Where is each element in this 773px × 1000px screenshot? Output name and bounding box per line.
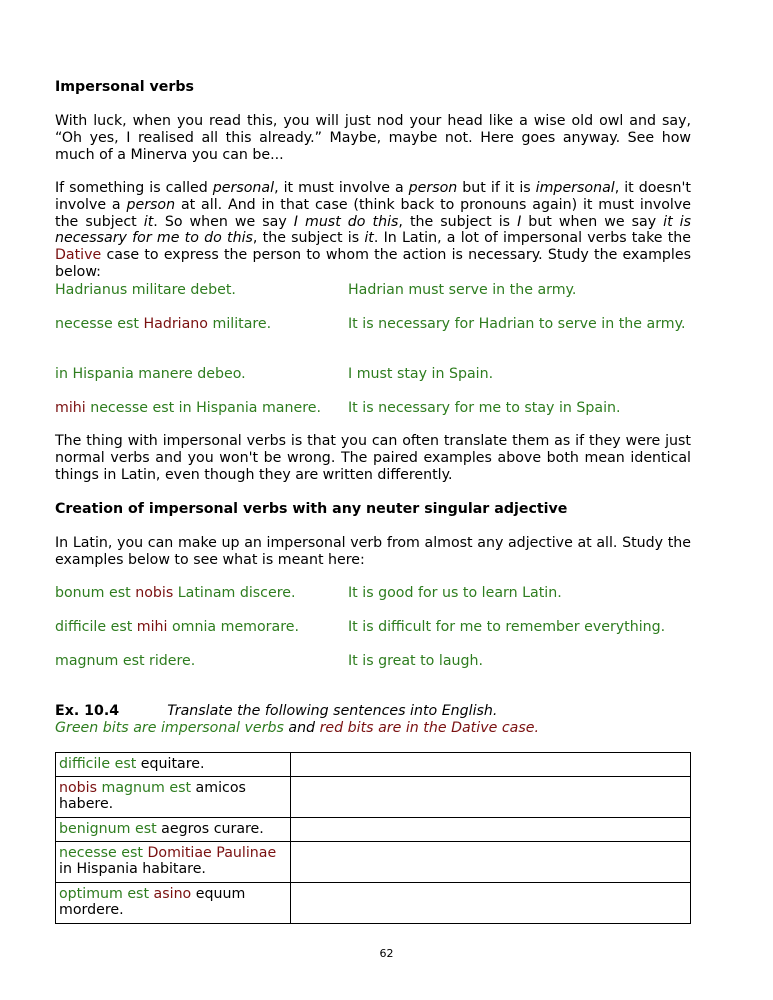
example-row: [55, 618, 691, 636]
latin-example: necesse est Hadriano militare.: [55, 316, 272, 332]
latin-sentence-cell: nobis magnum est amicos habere.: [56, 777, 291, 818]
english-translation: It is necessary for Hadrian to serve in the army.: [348, 316, 686, 332]
exercise-header: [55, 703, 691, 720]
table-row: [56, 818, 691, 842]
exercise-label: Ex. 10.4: [55, 703, 120, 719]
latin-example: mihi necesse est in Hispania manere.: [55, 400, 321, 416]
answer-cell[interactable]: [291, 753, 691, 777]
table-row: [56, 883, 691, 924]
english-translation: It is great to laugh.: [348, 653, 484, 669]
english-translation: It is difficult for me to remember everything.: [348, 619, 666, 635]
example-row: [55, 399, 691, 417]
exercise-instruction: Translate the following sentences into English.: [167, 703, 498, 719]
exercise-table: [55, 752, 691, 924]
table-row: [56, 753, 691, 777]
exercise-legend: Green bits are impersonal verbs and red bits are in the Dative case.: [55, 720, 539, 736]
example-row: [55, 652, 691, 670]
latin-example: magnum est ridere.: [55, 653, 196, 669]
latin-example: Hadrianus militare debet.: [55, 282, 236, 298]
dative-word: Dative: [55, 247, 102, 264]
table-row: [56, 842, 691, 883]
latin-sentence-cell: benignum est aegros curare.: [56, 818, 291, 842]
paragraph-4: In Latin, you can make up an impersonal verb from almost any adjective at all. Study the examples below to see what is meant here:: [55, 535, 691, 568]
latin-sentence-cell: optimum est asino equum mordere.: [56, 883, 291, 924]
answer-cell[interactable]: [291, 883, 691, 924]
heading-impersonal-verbs: Impersonal verbs: [55, 79, 194, 95]
latin-sentence-cell: difficile est equitare.: [56, 753, 291, 777]
english-translation: Hadrian must serve in the army.: [348, 282, 577, 298]
intro-paragraph-1: With luck, when you read this, you will just nod your head like a wise old owl and say, “Oh yes, I realised all this already.” Maybe, maybe not. Here goes anyway. See how much of a Minerva you can be...: [55, 113, 691, 163]
latin-sentence-cell: necesse est Domitiae Paulinae in Hispania habitare.: [56, 842, 291, 883]
english-translation: I must stay in Spain.: [348, 366, 494, 382]
answer-cell[interactable]: [291, 842, 691, 883]
english-translation: It is good for us to learn Latin.: [348, 585, 562, 601]
example-row: [55, 365, 691, 383]
english-translation: It is necessary for me to stay in Spain.: [348, 400, 621, 416]
answer-cell[interactable]: [291, 818, 691, 842]
latin-example: bonum est nobis Latinam discere.: [55, 585, 296, 601]
intro-paragraph-2: If something is called personal, it must involve a person but if it is impersonal, it doesn't involve a person at all. And in that case (think back to pronouns again) it must involve the subject it. So when we say I must do this, the subject is I but when we say it is necessary for me to do this, the subject is it. In Latin, a lot of impersonal verbs take the Dative case to express the person to whom the action is necessary. Study the examples below:: [55, 180, 692, 280]
heading-neuter-adjective: Creation of impersonal verbs with any neuter singular adjective: [55, 501, 568, 517]
example-row: [55, 281, 691, 299]
paragraph-3: The thing with impersonal verbs is that you can often translate them as if they were just normal verbs and you won't be wrong. The paired examples above both mean identical things in Latin, even though they are written differently.: [55, 433, 691, 483]
example-row: [55, 315, 691, 333]
latin-example: difficile est mihi omnia memorare.: [55, 619, 299, 635]
example-row: [55, 584, 691, 602]
table-row: [56, 777, 691, 818]
latin-example: in Hispania manere debeo.: [55, 366, 246, 382]
page-number: 62: [379, 947, 394, 960]
answer-cell[interactable]: [291, 777, 691, 818]
